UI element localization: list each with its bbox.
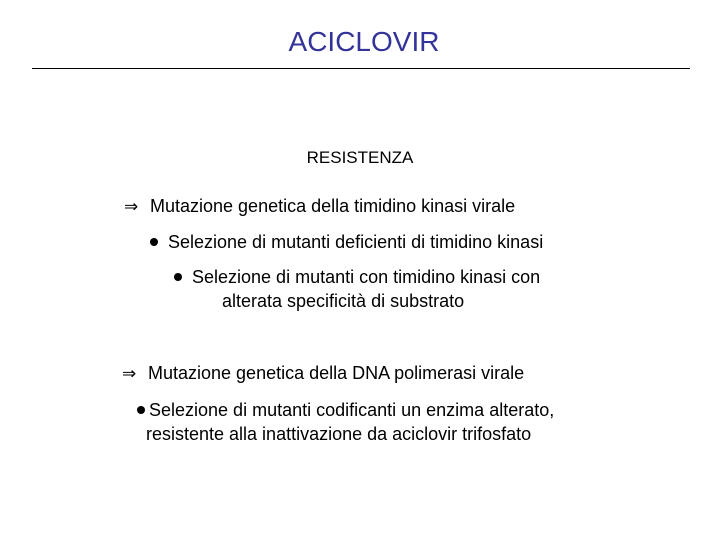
- point-1-sub-2-continuation: [222, 289, 464, 313]
- section-heading: RESISTENZA: [306, 148, 414, 167]
- bullet-dot-icon: [137, 406, 145, 414]
- point-1-sub-2-line-1: Selezione di mutanti con timidino kinasi con: [192, 267, 541, 287]
- title-divider: [32, 68, 690, 69]
- point-1-sub-1-text: Selezione di mutanti deficienti di timidino kinasi: [168, 232, 544, 252]
- point-2-text: Mutazione genetica della DNA polimerasi virale: [148, 363, 525, 383]
- point-2-sub-1-line-1: Selezione di mutanti codificanti un enzima alterato,: [149, 400, 555, 420]
- bullet-dot-icon: [150, 238, 158, 246]
- point-2-sub-1-continuation: [146, 422, 531, 446]
- point-1-sub-2: [174, 265, 540, 289]
- point-1: [124, 194, 515, 219]
- point-2: [122, 361, 524, 386]
- point-2-sub-1: [137, 398, 554, 422]
- point-1-text: Mutazione genetica della timidino kinasi virale: [150, 196, 516, 216]
- slide-title: ACICLOVIR: [288, 26, 440, 57]
- implies-arrow-icon: ⇒: [122, 364, 137, 384]
- point-1-sub-1: [150, 230, 543, 254]
- bullet-dot-icon: [174, 273, 182, 281]
- point-2-sub-1-line-2: resistente alla inattivazione da aciclovir trifosfato: [146, 424, 532, 444]
- point-1-sub-2-line-2: alterata specificità di substrato: [222, 291, 465, 311]
- implies-arrow-icon: ⇒: [124, 197, 139, 217]
